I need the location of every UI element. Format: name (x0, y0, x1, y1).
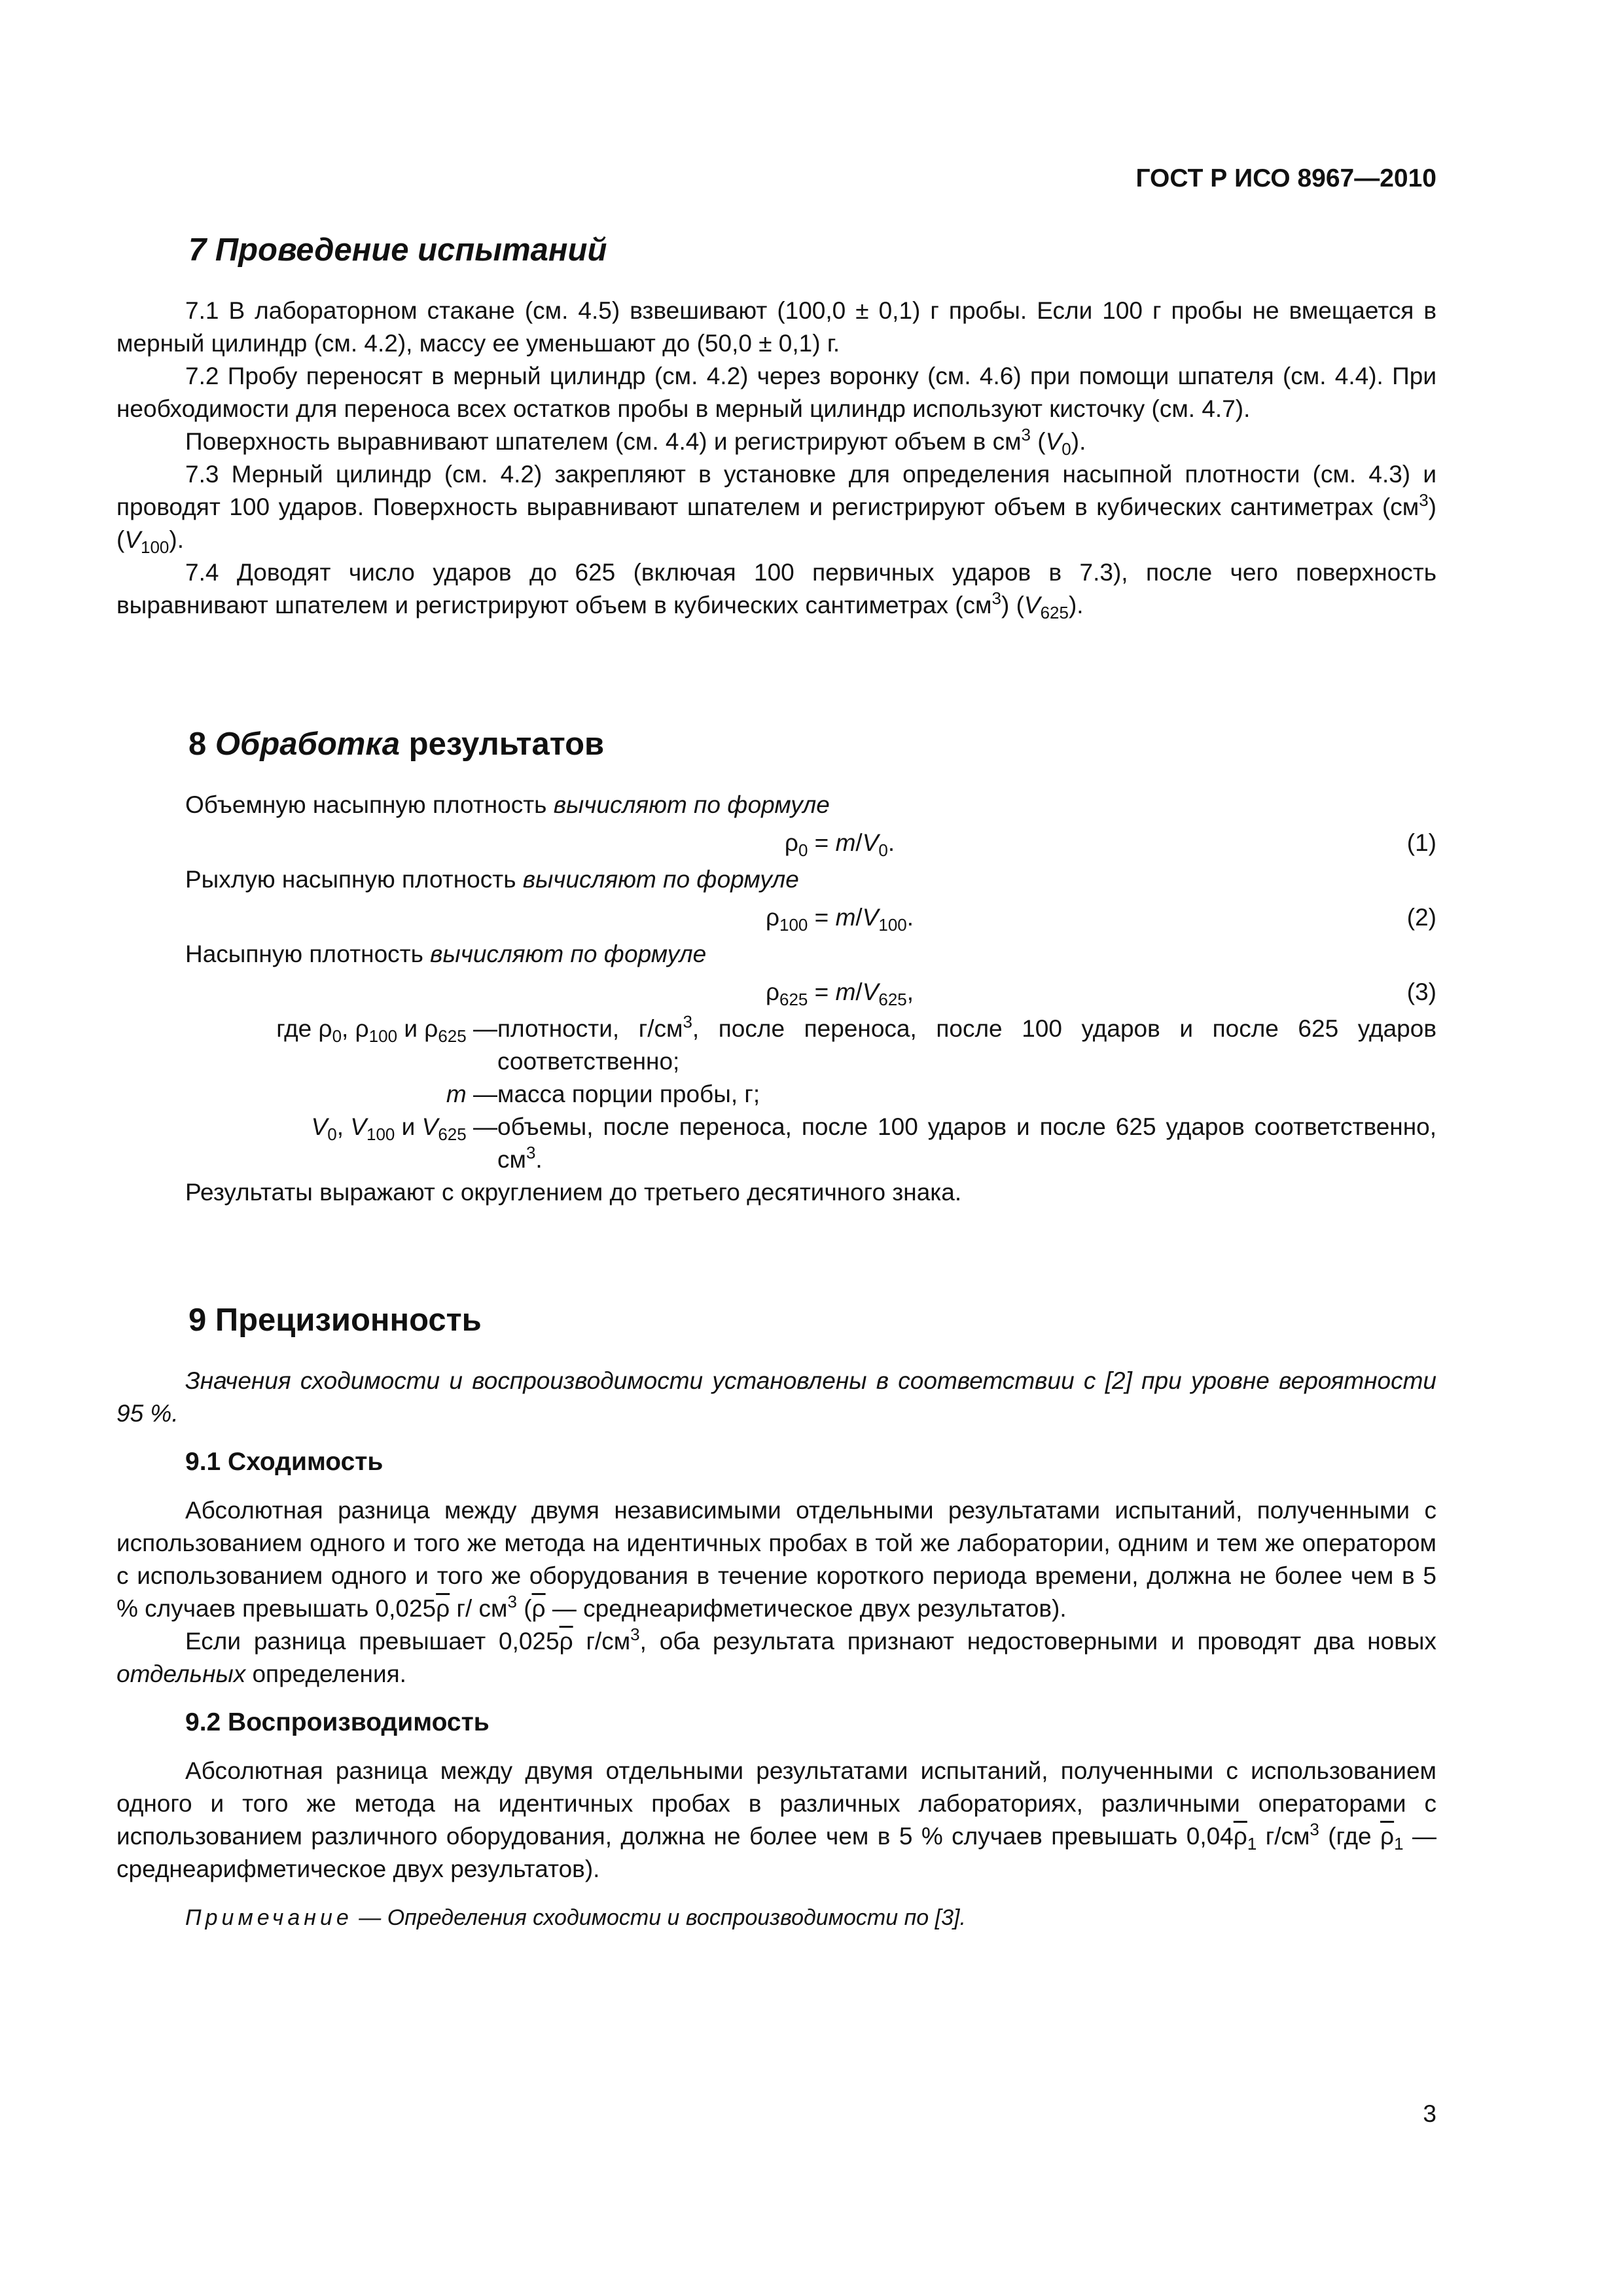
subscript: 625 (438, 1026, 467, 1046)
subsection-9-2-heading: 9.2 Воспроизводимость (185, 1708, 490, 1736)
text-italic: вычисляют по формуле (522, 866, 799, 893)
superscript: 3 (991, 588, 1001, 608)
note-label: Примечание (185, 1905, 353, 1930)
superscript: 3 (507, 1592, 517, 1611)
document-code: ГОСТ Р ИСО 8967—2010 (1135, 164, 1436, 192)
subscript: 100 (779, 915, 808, 935)
formula-3 (116, 971, 1436, 1013)
text: плотности, г/см (497, 1015, 683, 1042)
formula-expression (692, 976, 987, 1009)
text: определения. (245, 1660, 406, 1687)
text: = (808, 978, 836, 1005)
text: Если разница превышает 0,025 (185, 1628, 560, 1655)
text: ). (1068, 592, 1084, 619)
subscript: 625 (878, 990, 907, 1009)
text: и (395, 1113, 422, 1140)
variable: m (446, 1081, 467, 1107)
variable: m (835, 978, 856, 1005)
subscript: 0 (332, 1026, 342, 1046)
formula-1 (116, 821, 1436, 863)
legend-term (116, 1078, 497, 1111)
text: — (466, 1015, 497, 1042)
rho-mean-symbol: $\overline{\rho}$ (559, 1628, 573, 1655)
text-italic: вычисляют по формуле (553, 791, 830, 818)
text-italic: вычисляют по формуле (430, 941, 707, 967)
text: г/ см (450, 1595, 508, 1622)
section-7 (116, 229, 1436, 622)
text: — (466, 1081, 497, 1107)
rho-mean-symbol: $\overline{\rho}$ (1233, 1823, 1247, 1850)
formula-2-intro (116, 863, 1436, 896)
formula-expression (692, 901, 987, 934)
formula-expression (692, 827, 987, 859)
text: объемы, после переноса, после 100 ударов и после 625 ударов соответственно, см (497, 1113, 1436, 1173)
heading-number: 8 (188, 726, 215, 762)
text: — среднеарифметическое двух результатов). (116, 1823, 1436, 1882)
legend-density (116, 1013, 1436, 1078)
text: = (808, 904, 836, 931)
variable: V (862, 829, 879, 856)
precision-intro: Значения сходимости и воспроизводимости установлены в соответствии с [2] при уровне вероятности 95 %. (116, 1367, 1436, 1427)
text: . (906, 904, 914, 931)
subscript: 0 (798, 840, 808, 860)
paragraph-7-2: 7.2 Пробу переносят в мерный цилиндр (см. 4.2) через воронку (см. 4.6) при помощи шпателя (см. 4.4). При необходимости для переноса всех остатков пробы в мерный цилиндр используют кисточку (см. 4.7). (116, 363, 1436, 422)
section-7-heading: 7 Проведение испытаний (188, 232, 607, 268)
formula-number: (2) (1406, 904, 1436, 931)
subscript: 1 (1247, 1834, 1257, 1854)
repeatability-paragraph-1 (116, 1494, 1436, 1625)
legend-volume (116, 1111, 1436, 1176)
text: 7.4 Доводят число ударов до 625 (включая 100 первичных ударов в 7.3), после чего поверхность выравнивают шпателем и регистрируют объем в кубических сантиметрах (см (116, 559, 1436, 619)
text: ). (169, 526, 185, 553)
subscript: 0 (1061, 439, 1071, 459)
variable: V (124, 526, 141, 553)
text: . (887, 829, 895, 856)
variable: V (421, 1113, 438, 1140)
text: Поверхность выравнивают шпателем (см. 4.4) и регистрируют объем в см (185, 428, 1022, 455)
variable: m (835, 829, 856, 856)
paragraph-7-3 (116, 458, 1436, 556)
text: — (466, 1113, 497, 1140)
variable: V (1024, 592, 1041, 619)
superscript: 3 (526, 1143, 536, 1162)
subscript: 0 (878, 840, 888, 860)
variable: m (835, 904, 856, 931)
subscript: 100 (141, 537, 169, 557)
subscript: 0 (327, 1124, 337, 1144)
text: Насыпную плотность (185, 941, 431, 967)
legend-definition (497, 1111, 1436, 1176)
text: , (906, 978, 914, 1005)
rho-symbol: ρ (784, 829, 798, 856)
subscript: 625 (1040, 603, 1069, 622)
variable: V (862, 904, 879, 931)
legend-definition (497, 1013, 1436, 1078)
rho-symbol: ρ (765, 978, 780, 1005)
section-8-heading (116, 723, 1436, 765)
paragraph-7-4 (116, 556, 1436, 622)
text: Объемную насыпную плотность (185, 791, 554, 818)
text: Рыхлую насыпную плотность (185, 866, 523, 893)
section-9 (116, 1299, 1436, 1934)
rho-mean-symbol: $\overline{\rho}$ (1380, 1823, 1395, 1850)
legend-mass (116, 1078, 1436, 1111)
text: / (855, 978, 863, 1005)
text: — среднеарифметическое двух результатов). (545, 1595, 1067, 1622)
superscript: 3 (1419, 490, 1429, 510)
superscript: 3 (1310, 1820, 1319, 1839)
legend-term (116, 1013, 497, 1045)
text: = (808, 829, 836, 856)
variable: V (862, 978, 879, 1005)
legend-definition: масса порции пробы, г; (497, 1081, 760, 1107)
note-text: — Определения сходимости и воспроизводимости по [3]. (352, 1905, 966, 1930)
subscript: 100 (368, 1026, 398, 1046)
note (116, 1901, 1436, 1934)
text: г/см (573, 1628, 631, 1655)
text: г/см (1257, 1823, 1310, 1850)
text: и ρ (397, 1015, 438, 1042)
formula-number: (3) (1406, 978, 1436, 1005)
heading-italic: Обработка (215, 726, 401, 762)
superscript: 3 (630, 1624, 640, 1644)
text: ( (516, 1595, 532, 1622)
text: ( (1031, 428, 1046, 455)
text: ) ( (1001, 592, 1024, 619)
formula-2 (116, 896, 1436, 938)
text: Абсолютная разница между двумя независимыми отдельными результатами испытаний, полученными с использованием одного и того же метода на идентичных пробах в той же лаборатории, одним и тем же оператором с использованием одного и того же оборудования в течение короткого периода времени, должна не более чем в 5 % случаев превышать 0,025 (116, 1497, 1436, 1622)
text: 7.3 Мерный цилиндр (см. 4.2) закрепляют в установке для определения насыпной плотности (см. 4.3) и проводят 100 ударов. Поверхность выравнивают шпателем и регистрируют объем в кубических сантиметрах (см (116, 461, 1436, 520)
paragraph-volume-v0 (116, 425, 1436, 458)
subscript: 625 (438, 1124, 467, 1144)
rho-mean-symbol: $\overline{\rho}$ (531, 1595, 546, 1622)
text: , ρ (342, 1015, 369, 1042)
text: где ρ (276, 1015, 332, 1042)
subscript: 1 (1394, 1834, 1404, 1854)
text: , оба результата признают недостоверными и проводят два новых (639, 1628, 1436, 1655)
text: ) ( (116, 493, 1436, 553)
paragraph-7-1: 7.1 В лабораторном стакане (см. 4.5) взвешивают (100,0 ± 0,1) г пробы. Если 100 г пробы не вмещается в мерный цилиндр (см. 4.2), массу ее уменьшают до (50,0 ± 0,1) г. (116, 297, 1436, 357)
page-number: 3 (1423, 2100, 1436, 2127)
subsection-9-1-heading: 9.1 Сходимость (185, 1448, 383, 1476)
superscript: 3 (1021, 425, 1031, 444)
subscript: 100 (878, 915, 907, 935)
variable: V (311, 1113, 328, 1140)
subscript: 625 (779, 990, 808, 1009)
formula-3-intro (116, 938, 1436, 971)
text: , (336, 1113, 351, 1140)
text: (где (1319, 1823, 1381, 1850)
text: . (535, 1146, 543, 1173)
text: / (855, 829, 863, 856)
heading-text: результатов (400, 726, 605, 762)
section-9-heading: 9 Прецизионность (188, 1302, 482, 1338)
text-italic: отдельных (116, 1660, 246, 1687)
text: , после переноса, после 100 ударов и после 625 ударов соответственно; (497, 1015, 1436, 1075)
formula-number: (1) (1406, 829, 1436, 856)
legend-term (116, 1111, 497, 1143)
text: / (855, 904, 863, 931)
superscript: 3 (683, 1012, 692, 1031)
result-rounding: Результаты выражают с округлением до третьего десятичного знака. (185, 1179, 962, 1206)
text: ). (1071, 428, 1086, 455)
rho-mean-symbol: $\overline{\rho}$ (436, 1595, 450, 1622)
variable: V (350, 1113, 367, 1140)
section-8 (116, 723, 1436, 1209)
rho-symbol: ρ (765, 904, 780, 931)
reproducibility-paragraph (116, 1755, 1436, 1886)
variable: V (1045, 428, 1062, 455)
subscript: 100 (366, 1124, 395, 1144)
repeatability-paragraph-2 (116, 1625, 1436, 1691)
text: Абсолютная разница между двумя отдельными результатами испытаний, полученными с использованием одного и того же метода на идентичных пробах в различных лабораториях, различными операторами с использованием различного оборудования, должна не более чем в 5 % случаев превышать 0,04 (116, 1757, 1436, 1850)
formula-1-intro (116, 789, 1436, 821)
